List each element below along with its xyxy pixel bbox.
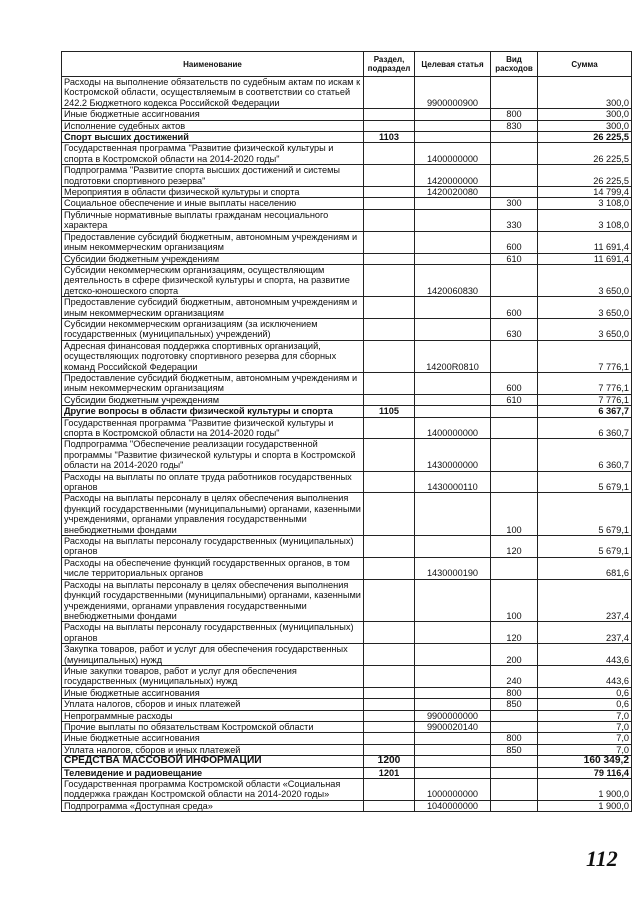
cell-section bbox=[364, 665, 415, 687]
cell-sum: 3 108,0 bbox=[538, 209, 632, 231]
table-row bbox=[62, 340, 632, 372]
table-row bbox=[62, 109, 632, 120]
table-header-row bbox=[62, 52, 632, 77]
cell-section: 1103 bbox=[364, 132, 415, 143]
table-row bbox=[62, 143, 632, 165]
cell-kind bbox=[491, 800, 538, 811]
cell-name: Субсидии некоммерческим организациям, осуществляющим деятельность в сфере физической культуры и спорта, на развитие детско-юношеского спорта bbox=[62, 264, 364, 296]
table-row bbox=[62, 733, 632, 744]
cell-section bbox=[364, 372, 415, 394]
cell-name: Расходы на обеспечение функций государственных органов, в том числе территориальных органов bbox=[62, 557, 364, 579]
cell-kind bbox=[491, 471, 538, 493]
cell-section bbox=[364, 557, 415, 579]
cell-sum: 7,0 bbox=[538, 733, 632, 744]
table-row bbox=[62, 665, 632, 687]
cell-section bbox=[364, 744, 415, 755]
cell-target bbox=[415, 767, 491, 778]
cell-sum: 300,0 bbox=[538, 120, 632, 131]
table-row bbox=[62, 557, 632, 579]
cell-target bbox=[415, 756, 491, 767]
cell-target bbox=[415, 406, 491, 417]
cell-name: Закупка товаров, работ и услуг для обеспечения государственных (муниципальных) нужд bbox=[62, 644, 364, 666]
cell-sum: 237,4 bbox=[538, 579, 632, 622]
cell-kind bbox=[491, 165, 538, 187]
cell-target bbox=[415, 109, 491, 120]
cell-target bbox=[415, 733, 491, 744]
cell-target: 9900020140 bbox=[415, 721, 491, 732]
cell-name: Государственная программа "Развитие физической культуры и спорта в Костромской области на 2014-2020 годы" bbox=[62, 417, 364, 439]
cell-target bbox=[415, 132, 491, 143]
cell-section bbox=[364, 471, 415, 493]
table-row bbox=[62, 394, 632, 405]
table-row bbox=[62, 187, 632, 198]
cell-sum: 7 776,1 bbox=[538, 394, 632, 405]
cell-kind bbox=[491, 721, 538, 732]
cell-target bbox=[415, 536, 491, 558]
cell-name: Государственная программа "Развитие физической культуры и спорта в Костромской области на 2014-2020 годы" bbox=[62, 143, 364, 165]
cell-target: 1420060830 bbox=[415, 264, 491, 296]
cell-kind bbox=[491, 779, 538, 801]
cell-name: Уплата налогов, сборов и иных платежей bbox=[62, 699, 364, 710]
cell-target bbox=[415, 699, 491, 710]
cell-kind: 850 bbox=[491, 699, 538, 710]
cell-name: Расходы на выплаты персоналу государственных (муниципальных) органов bbox=[62, 536, 364, 558]
cell-name: Непрограммные расходы bbox=[62, 710, 364, 721]
cell-kind: 330 bbox=[491, 209, 538, 231]
cell-sum: 7,0 bbox=[538, 710, 632, 721]
cell-target bbox=[415, 394, 491, 405]
cell-section bbox=[364, 579, 415, 622]
cell-kind: 100 bbox=[491, 493, 538, 536]
cell-target bbox=[415, 622, 491, 644]
cell-kind: 630 bbox=[491, 318, 538, 340]
cell-target: 1430000190 bbox=[415, 557, 491, 579]
cell-section bbox=[364, 264, 415, 296]
cell-kind: 200 bbox=[491, 644, 538, 666]
cell-sum: 26 225,5 bbox=[538, 143, 632, 165]
cell-name: Иные бюджетные ассигнования bbox=[62, 733, 364, 744]
cell-section bbox=[364, 687, 415, 698]
cell-section bbox=[364, 800, 415, 811]
cell-kind bbox=[491, 264, 538, 296]
cell-name: Телевидение и радиовещание bbox=[62, 767, 364, 778]
cell-kind: 300 bbox=[491, 198, 538, 209]
table-row bbox=[62, 198, 632, 209]
cell-kind bbox=[491, 187, 538, 198]
table-row bbox=[62, 579, 632, 622]
table-row bbox=[62, 800, 632, 811]
cell-sum: 7,0 bbox=[538, 721, 632, 732]
table-row bbox=[62, 297, 632, 319]
cell-kind bbox=[491, 406, 538, 417]
cell-kind bbox=[491, 340, 538, 372]
cell-kind bbox=[491, 710, 538, 721]
cell-section bbox=[364, 231, 415, 253]
cell-sum: 3 650,0 bbox=[538, 297, 632, 319]
cell-name: Расходы на выплаты персоналу в целях обеспечения выполнения функций государственными (муниципальными) органами, казенными учреждениями, органами управления государственными внебюджетными фондами bbox=[62, 493, 364, 536]
table-row bbox=[62, 622, 632, 644]
cell-kind bbox=[491, 439, 538, 471]
table-row bbox=[62, 767, 632, 778]
cell-kind bbox=[491, 756, 538, 767]
cell-sum: 160 349,2 bbox=[538, 756, 632, 767]
table-row bbox=[62, 417, 632, 439]
table-row bbox=[62, 710, 632, 721]
cell-section bbox=[364, 165, 415, 187]
cell-sum: 300,0 bbox=[538, 109, 632, 120]
cell-target: 1430000000 bbox=[415, 439, 491, 471]
cell-section bbox=[364, 710, 415, 721]
cell-target bbox=[415, 644, 491, 666]
cell-sum: 6 360,7 bbox=[538, 417, 632, 439]
cell-kind: 120 bbox=[491, 536, 538, 558]
header-sum: Сумма bbox=[538, 52, 632, 77]
cell-target: 9900000000 bbox=[415, 710, 491, 721]
cell-kind bbox=[491, 143, 538, 165]
cell-target bbox=[415, 198, 491, 209]
cell-name: Публичные нормативные выплаты гражданам несоциального характера bbox=[62, 209, 364, 231]
cell-sum: 11 691,4 bbox=[538, 231, 632, 253]
cell-kind: 610 bbox=[491, 394, 538, 405]
header-name: Наименование bbox=[62, 52, 364, 77]
cell-section bbox=[364, 109, 415, 120]
cell-target: 1000000000 bbox=[415, 779, 491, 801]
cell-sum: 443,6 bbox=[538, 665, 632, 687]
cell-section bbox=[364, 536, 415, 558]
cell-kind: 830 bbox=[491, 120, 538, 131]
cell-target: 1400000000 bbox=[415, 143, 491, 165]
table-row bbox=[62, 372, 632, 394]
cell-sum: 3 650,0 bbox=[538, 318, 632, 340]
cell-target: 1430000110 bbox=[415, 471, 491, 493]
cell-name: Расходы на выплаты по оплате труда работников государственных органов bbox=[62, 471, 364, 493]
table-row bbox=[62, 264, 632, 296]
cell-target: 1420020080 bbox=[415, 187, 491, 198]
cell-target bbox=[415, 493, 491, 536]
cell-name: Прочие выплаты по обязательствам Костромской области bbox=[62, 721, 364, 732]
header-target: Целевая статья bbox=[415, 52, 491, 77]
table-row bbox=[62, 721, 632, 732]
cell-target bbox=[415, 297, 491, 319]
cell-kind: 800 bbox=[491, 109, 538, 120]
cell-section bbox=[364, 779, 415, 801]
cell-kind bbox=[491, 77, 538, 109]
cell-kind: 600 bbox=[491, 231, 538, 253]
table-row bbox=[62, 493, 632, 536]
cell-kind bbox=[491, 557, 538, 579]
cell-name: Исполнение судебных актов bbox=[62, 120, 364, 131]
cell-sum: 1 900,0 bbox=[538, 800, 632, 811]
cell-name: Субсидии бюджетным учреждениям bbox=[62, 253, 364, 264]
cell-sum: 300,0 bbox=[538, 77, 632, 109]
cell-sum: 0,6 bbox=[538, 699, 632, 710]
cell-sum: 1 900,0 bbox=[538, 779, 632, 801]
cell-sum: 5 679,1 bbox=[538, 493, 632, 536]
cell-section bbox=[364, 143, 415, 165]
cell-sum: 5 679,1 bbox=[538, 536, 632, 558]
cell-name: Иные закупки товаров, работ и услуг для обеспечения государственных (муниципальных) нужд bbox=[62, 665, 364, 687]
cell-target bbox=[415, 744, 491, 755]
cell-name: Предоставление субсидий бюджетным, автономным учреждениям и иным некоммерческим организациям bbox=[62, 372, 364, 394]
header-kind: Вид расходов bbox=[491, 52, 538, 77]
table-row bbox=[62, 77, 632, 109]
page-number: 112 bbox=[586, 846, 618, 871]
table-row bbox=[62, 471, 632, 493]
cell-kind bbox=[491, 417, 538, 439]
cell-sum: 443,6 bbox=[538, 644, 632, 666]
cell-section bbox=[364, 209, 415, 231]
cell-kind: 850 bbox=[491, 744, 538, 755]
table-body bbox=[62, 77, 632, 812]
table-row bbox=[62, 744, 632, 755]
cell-kind: 120 bbox=[491, 622, 538, 644]
cell-name: Предоставление субсидий бюджетным, автономным учреждениям и иным некоммерческим организациям bbox=[62, 297, 364, 319]
cell-name: Расходы на выполнение обязательств по судебным актам по искам к Костромской области, осуществляемым в соответствии со статьей 242.2 Бюджетного кодекса Российской Федерации bbox=[62, 77, 364, 109]
cell-section bbox=[364, 198, 415, 209]
cell-sum: 79 116,4 bbox=[538, 767, 632, 778]
cell-name: Иные бюджетные ассигнования bbox=[62, 687, 364, 698]
header-section: Раздел, подраздел bbox=[364, 52, 415, 77]
cell-sum: 26 225,5 bbox=[538, 132, 632, 143]
cell-target: 9900000900 bbox=[415, 77, 491, 109]
cell-target bbox=[415, 665, 491, 687]
cell-name: Другие вопросы в области физической культуры и спорта bbox=[62, 406, 364, 417]
table-row bbox=[62, 120, 632, 131]
cell-sum: 6 367,7 bbox=[538, 406, 632, 417]
cell-kind: 800 bbox=[491, 687, 538, 698]
cell-kind bbox=[491, 132, 538, 143]
table-row bbox=[62, 209, 632, 231]
cell-sum: 237,4 bbox=[538, 622, 632, 644]
table-row bbox=[62, 644, 632, 666]
cell-section bbox=[364, 417, 415, 439]
cell-name: Социальное обеспечение и иные выплаты населению bbox=[62, 198, 364, 209]
cell-sum: 11 691,4 bbox=[538, 253, 632, 264]
cell-section bbox=[364, 644, 415, 666]
cell-kind: 800 bbox=[491, 733, 538, 744]
cell-section bbox=[364, 493, 415, 536]
cell-name: Субсидии бюджетным учреждениям bbox=[62, 394, 364, 405]
table-row bbox=[62, 231, 632, 253]
cell-name: СРЕДСТВА МАССОВОЙ ИНФОРМАЦИИ bbox=[62, 756, 364, 767]
table-row bbox=[62, 165, 632, 187]
table-row bbox=[62, 779, 632, 801]
table-row bbox=[62, 687, 632, 698]
cell-target bbox=[415, 231, 491, 253]
table-row bbox=[62, 318, 632, 340]
cell-sum: 14 799,4 bbox=[538, 187, 632, 198]
cell-target: 14200R0810 bbox=[415, 340, 491, 372]
cell-name: Адресная финансовая поддержка спортивных организаций, осуществляющих подготовку спортивного резерва для сборных команд Российской Федерации bbox=[62, 340, 364, 372]
cell-sum: 26 225,5 bbox=[538, 165, 632, 187]
cell-kind: 600 bbox=[491, 297, 538, 319]
cell-section bbox=[364, 253, 415, 264]
cell-sum: 5 679,1 bbox=[538, 471, 632, 493]
cell-name: Мероприятия в области физической культуры и спорта bbox=[62, 187, 364, 198]
cell-kind: 240 bbox=[491, 665, 538, 687]
cell-kind: 100 bbox=[491, 579, 538, 622]
cell-sum: 3 650,0 bbox=[538, 264, 632, 296]
cell-name: Иные бюджетные ассигнования bbox=[62, 109, 364, 120]
cell-name: Спорт высших достижений bbox=[62, 132, 364, 143]
table-row bbox=[62, 536, 632, 558]
cell-target bbox=[415, 253, 491, 264]
cell-sum: 681,6 bbox=[538, 557, 632, 579]
cell-name: Уплата налогов, сборов и иных платежей bbox=[62, 744, 364, 755]
cell-target bbox=[415, 687, 491, 698]
cell-section bbox=[364, 340, 415, 372]
cell-section bbox=[364, 394, 415, 405]
cell-target bbox=[415, 372, 491, 394]
cell-name: Расходы на выплаты персоналу в целях обеспечения выполнения функций государственными (муниципальными) органами, казенными учреждениями, органами управления государственными внебюджетными фондами bbox=[62, 579, 364, 622]
cell-kind bbox=[491, 767, 538, 778]
cell-sum: 7 776,1 bbox=[538, 340, 632, 372]
cell-section bbox=[364, 733, 415, 744]
table-row bbox=[62, 439, 632, 471]
cell-section bbox=[364, 721, 415, 732]
cell-kind: 610 bbox=[491, 253, 538, 264]
cell-name: Подпрограмма "Развитие спорта высших достижений и системы подготовки спортивного резерва" bbox=[62, 165, 364, 187]
table-row bbox=[62, 756, 632, 767]
cell-section bbox=[364, 77, 415, 109]
cell-sum: 7 776,1 bbox=[538, 372, 632, 394]
cell-name: Субсидии некоммерческим организациям (за исключением государственных (муниципальных) учреждений) bbox=[62, 318, 364, 340]
cell-section bbox=[364, 439, 415, 471]
cell-section bbox=[364, 699, 415, 710]
cell-target bbox=[415, 579, 491, 622]
cell-name: Государственная программа Костромской области «Социальная поддержка граждан Костромской области на 2014-2020 годы» bbox=[62, 779, 364, 801]
table-row bbox=[62, 699, 632, 710]
table-row bbox=[62, 406, 632, 417]
cell-target: 1040000000 bbox=[415, 800, 491, 811]
cell-sum: 3 108,0 bbox=[538, 198, 632, 209]
cell-target: 1400000000 bbox=[415, 417, 491, 439]
cell-sum: 0,6 bbox=[538, 687, 632, 698]
table-row bbox=[62, 253, 632, 264]
cell-target bbox=[415, 209, 491, 231]
cell-section: 1105 bbox=[364, 406, 415, 417]
cell-section bbox=[364, 297, 415, 319]
cell-target bbox=[415, 120, 491, 131]
cell-name: Предоставление субсидий бюджетным, автономным учреждениям и иным некоммерческим организациям bbox=[62, 231, 364, 253]
cell-name: Расходы на выплаты персоналу государственных (муниципальных) органов bbox=[62, 622, 364, 644]
cell-section: 1201 bbox=[364, 767, 415, 778]
cell-section bbox=[364, 622, 415, 644]
cell-target: 1420000000 bbox=[415, 165, 491, 187]
cell-name: Подпрограмма «Доступная среда» bbox=[62, 800, 364, 811]
cell-section bbox=[364, 187, 415, 198]
cell-target bbox=[415, 318, 491, 340]
cell-sum: 6 360,7 bbox=[538, 439, 632, 471]
cell-section: 1200 bbox=[364, 756, 415, 767]
cell-name: Подпрограмма "Обеспечение реализации государственной программы "Развитие физической культуры и спорта в Костромской области на 2014-2020 годы" bbox=[62, 439, 364, 471]
table-row bbox=[62, 132, 632, 143]
cell-kind: 600 bbox=[491, 372, 538, 394]
cell-section bbox=[364, 120, 415, 131]
budget-table bbox=[61, 51, 632, 812]
cell-section bbox=[364, 318, 415, 340]
cell-sum: 7,0 bbox=[538, 744, 632, 755]
